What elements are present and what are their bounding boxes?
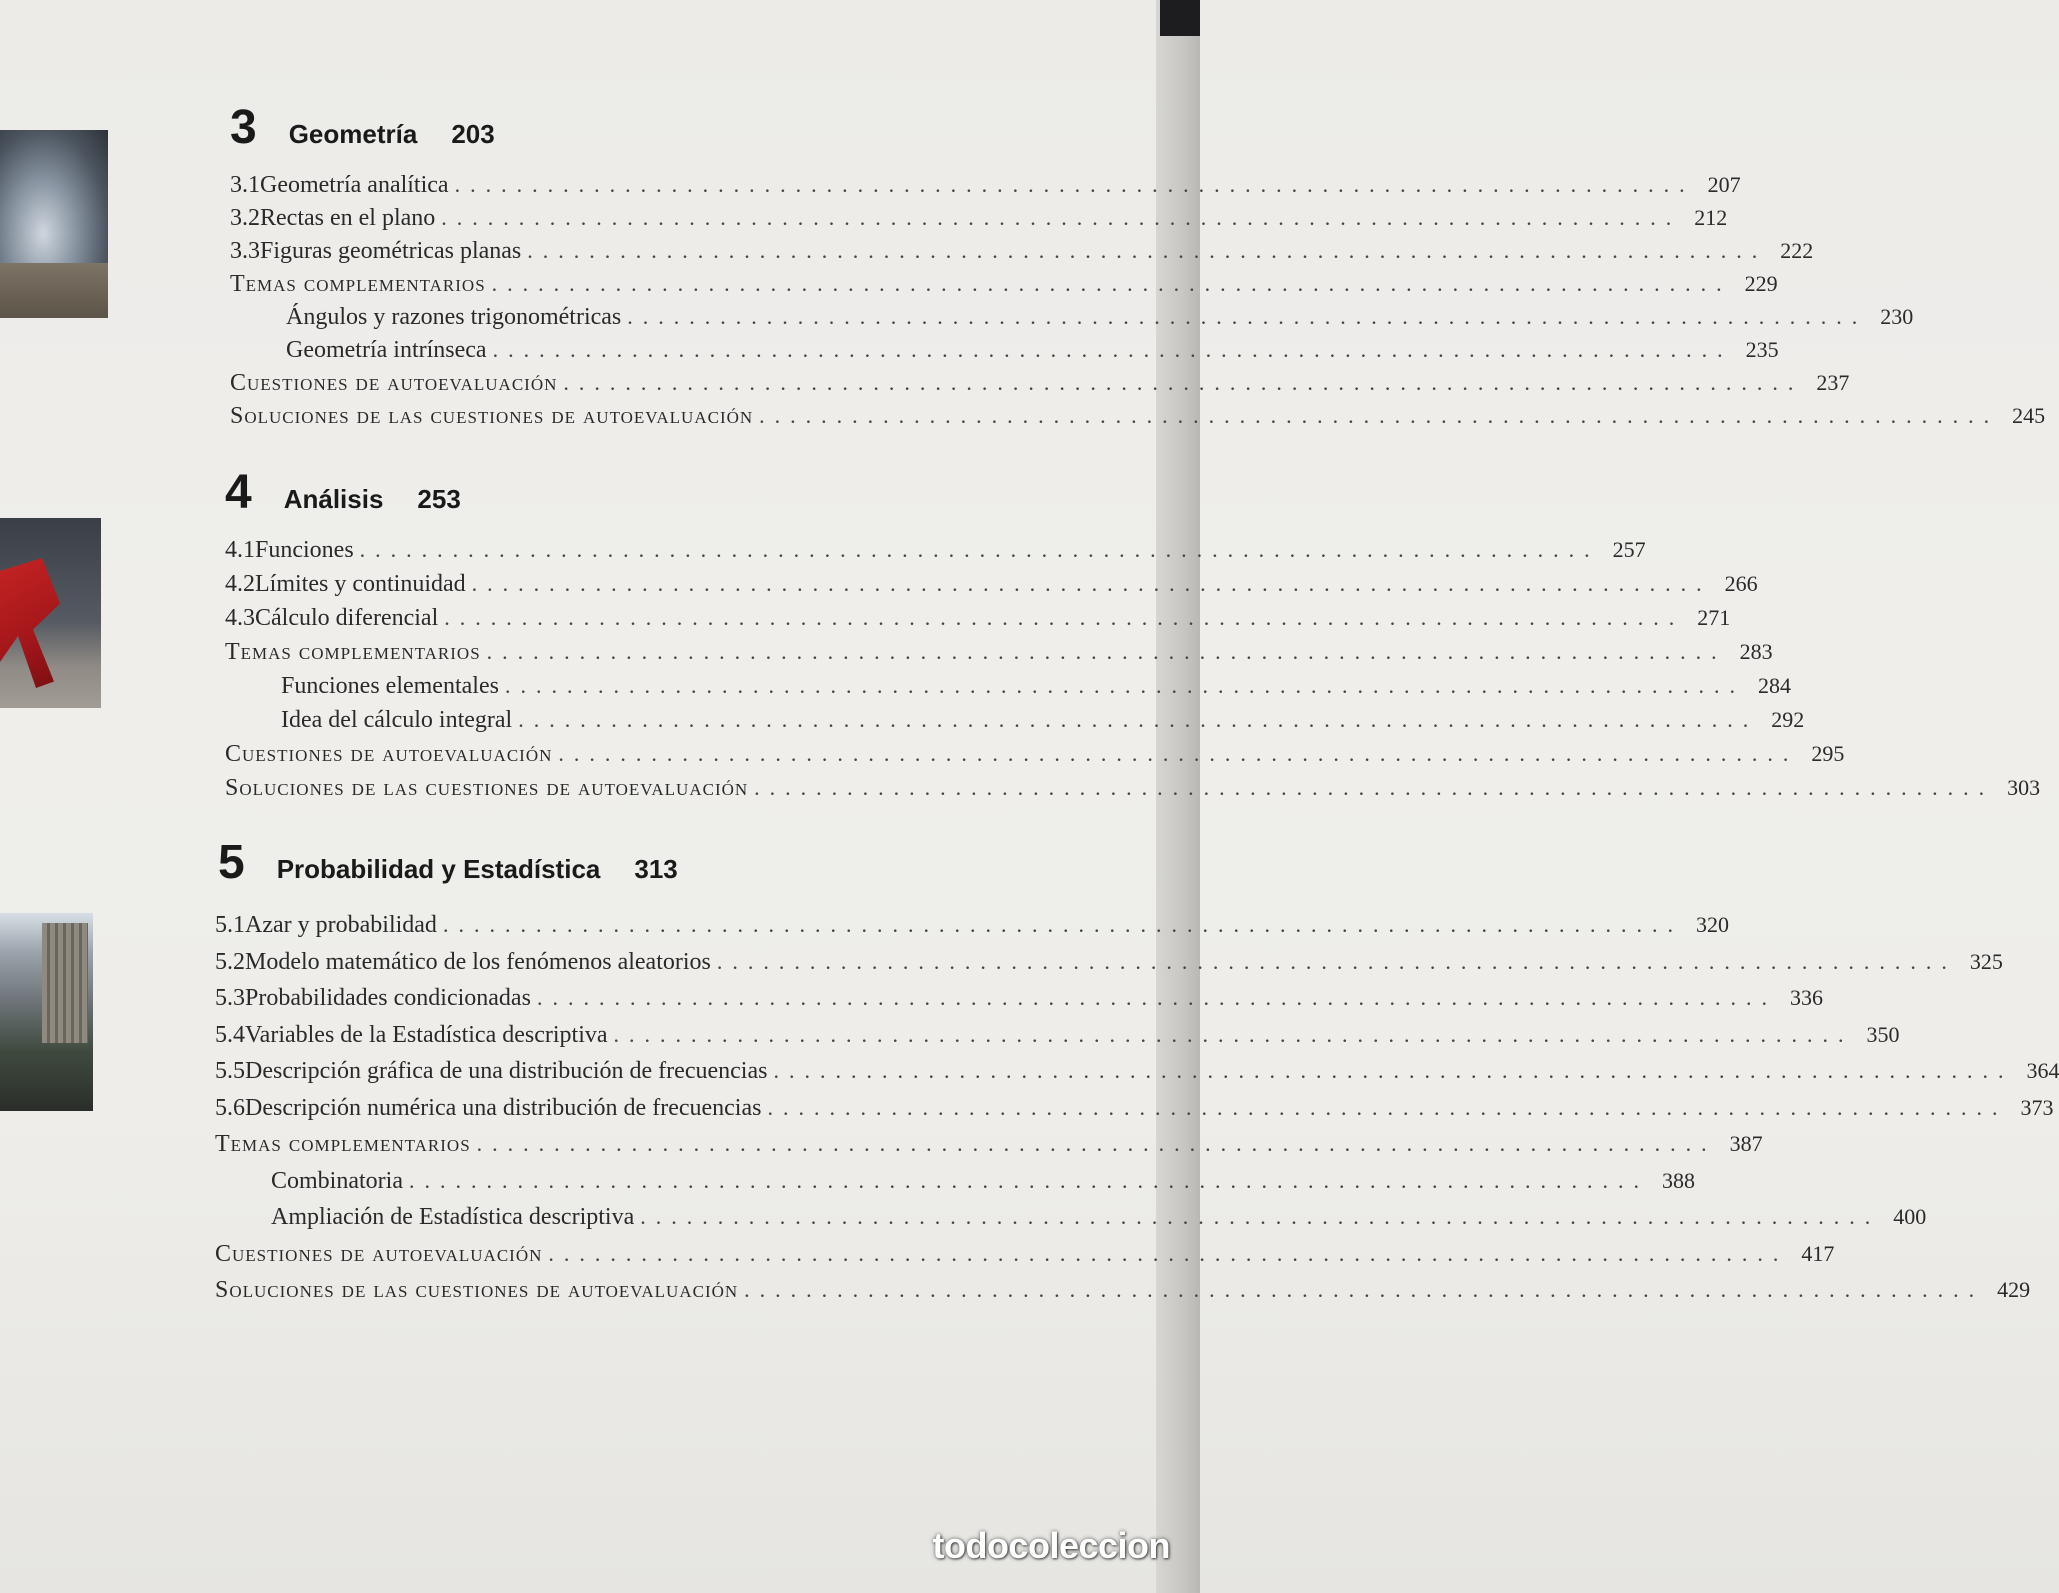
toc-entry-page: 230 xyxy=(1880,304,1914,329)
chapter-number: 3 xyxy=(230,101,257,154)
chapter-5-photo xyxy=(0,913,93,1111)
toc-entry-page: 350 xyxy=(1866,1021,1900,1047)
toc-entry-title: Funciones xyxy=(255,537,354,563)
toc-entry xyxy=(281,707,1805,734)
toc-entry-page: 387 xyxy=(1729,1131,1763,1156)
watermark-logo: todocoleccion xyxy=(932,1525,1170,1566)
dot-leader: ................................................................................ xyxy=(536,985,1777,1010)
toc-entry-title: Cálculo diferencial xyxy=(255,605,439,631)
toc-entry xyxy=(215,1240,1835,1268)
toc-entry xyxy=(225,639,1773,666)
dot-leader: ................................................................................ xyxy=(613,1021,1854,1047)
dot-leader: ................................................................................ xyxy=(454,172,1695,197)
toc-entry-title: Temas complementarios xyxy=(215,1131,471,1157)
dot-leader: ................................................................................ xyxy=(442,912,1683,937)
toc-entry-title: Combinatoria xyxy=(271,1167,403,1194)
dot-leader: ................................................................................ xyxy=(491,271,1732,296)
dot-leader: ................................................................................ xyxy=(518,707,1759,732)
toc-entry-page: 325 xyxy=(1969,948,2003,974)
dot-leader: ................................................................................ xyxy=(548,1240,1789,1266)
dot-leader: ................................................................................ xyxy=(527,238,1768,263)
toc-entry-title: Funciones elementales xyxy=(281,673,499,699)
toc-entry-page: 303 xyxy=(2007,775,2041,800)
toc-entry-title: Descripción numérica una distribución de frecuencias xyxy=(245,1094,762,1121)
toc-entry xyxy=(271,1167,1695,1195)
toc-entry xyxy=(230,370,1850,397)
dot-leader: ................................................................................ xyxy=(773,1058,2014,1083)
toc-entry xyxy=(286,304,1914,331)
toc-entry-number: 5.6 xyxy=(215,1094,245,1121)
dot-leader: ................................................................................ xyxy=(744,1277,1985,1302)
chapter-3-photo xyxy=(0,130,108,318)
toc-entry-title: Probabilidades condicionadas xyxy=(245,985,531,1011)
toc-entry-title: Geometría intrínseca xyxy=(286,337,487,363)
chapter-title: Análisis xyxy=(283,484,384,514)
chapter-heading xyxy=(218,835,678,890)
toc-entry-page: 292 xyxy=(1771,707,1805,732)
dot-leader: ................................................................................ xyxy=(759,403,2000,428)
toc-entry-number: 4.3 xyxy=(225,605,255,631)
toc-entry-page: 284 xyxy=(1757,673,1791,698)
chapter-page: 313 xyxy=(634,854,678,884)
toc-entry-number: 3.2 xyxy=(230,205,260,231)
toc-entry-page: 336 xyxy=(1789,985,1823,1010)
toc-entry-page: 229 xyxy=(1744,271,1778,296)
dot-leader: ................................................................................ xyxy=(492,337,1733,362)
chapter-title: Probabilidad y Estadística xyxy=(276,854,601,884)
toc-entry-number: 5.3 xyxy=(215,985,245,1011)
toc-entry xyxy=(230,238,1814,265)
dot-leader: ................................................................................ xyxy=(627,304,1868,329)
toc-entry-number: 3.3 xyxy=(230,238,260,264)
dot-leader: ................................................................................ xyxy=(471,571,1712,596)
toc-entry xyxy=(225,605,1731,632)
toc-entry-title: Modelo matemático de los fenómenos aleatorios xyxy=(245,948,711,975)
toc-entry xyxy=(225,741,1845,768)
toc-entry-title: Descripción gráfica de una distribución de frecuencias xyxy=(245,1058,768,1084)
toc-entry-title: Cuestiones de autoevaluación xyxy=(215,1240,543,1267)
dot-leader: ................................................................................ xyxy=(444,605,1685,630)
toc-entry-number: 5.5 xyxy=(215,1058,245,1084)
toc-entry-title: Figuras geométricas planas xyxy=(260,238,522,264)
toc-entry-number: 3.1 xyxy=(230,172,260,198)
toc-entry-number: 5.2 xyxy=(215,948,245,975)
toc-entry xyxy=(215,948,2003,976)
toc-entry xyxy=(271,1204,1927,1231)
toc-entry-title: Ampliación de Estadística descriptiva xyxy=(271,1204,635,1230)
toc-entry-title: Azar y probabilidad xyxy=(245,912,437,938)
toc-entry-title: Rectas en el plano xyxy=(260,205,436,231)
toc-entry-title: Límites y continuidad xyxy=(255,571,466,597)
toc-entry xyxy=(215,1094,2054,1122)
toc-entry-page: 245 xyxy=(2012,403,2046,428)
chapter-number: 4 xyxy=(225,466,252,519)
toc-entry-page: 222 xyxy=(1780,238,1814,263)
toc-entry xyxy=(281,673,1791,700)
toc-entry-page: 212 xyxy=(1694,205,1728,230)
toc-entry xyxy=(215,1021,1900,1049)
toc-entry-title: Temas complementarios xyxy=(225,639,481,665)
toc-entry-page: 373 xyxy=(2020,1094,2054,1120)
toc-entry xyxy=(215,1131,1763,1158)
toc-entry-page: 207 xyxy=(1707,172,1741,197)
dot-leader: ................................................................................ xyxy=(486,639,1727,664)
chapter-page: 253 xyxy=(417,484,461,514)
dot-leader: ................................................................................ xyxy=(476,1131,1717,1156)
toc-entry-title: Idea del cálculo integral xyxy=(281,707,513,733)
chapter-number: 5 xyxy=(218,836,245,889)
toc-entry-page: 429 xyxy=(1997,1277,2031,1302)
toc-entry xyxy=(230,403,2046,430)
toc-entry-title: Geometría analítica xyxy=(260,172,449,198)
chapter-title: Geometría xyxy=(288,119,418,149)
toc-entry-page: 266 xyxy=(1724,571,1758,596)
toc-entry-title: Variables de la Estadística descriptiva xyxy=(245,1021,608,1048)
dot-leader: ................................................................................ xyxy=(563,370,1804,395)
toc-entry xyxy=(225,571,1758,598)
toc-entry-page: 400 xyxy=(1893,1204,1927,1229)
toc-entry-number: 5.1 xyxy=(215,912,245,938)
toc-entry xyxy=(230,172,1741,199)
dot-leader: ................................................................................ xyxy=(716,948,1957,974)
toc-entry-title: Cuestiones de autoevaluación xyxy=(230,370,558,396)
dot-leader: ................................................................................ xyxy=(504,673,1745,698)
toc-entry-page: 295 xyxy=(1811,741,1845,766)
toc-entry-title: Soluciones de las cuestiones de autoevaluación xyxy=(230,403,754,429)
toc-entry xyxy=(215,1058,2059,1085)
toc-entry xyxy=(215,1277,2031,1304)
toc-entry-title: Cuestiones de autoevaluación xyxy=(225,741,553,767)
toc-entry xyxy=(225,537,1646,564)
chapter-page: 203 xyxy=(451,119,495,149)
toc-entry xyxy=(215,985,1823,1012)
dot-leader: ................................................................................ xyxy=(558,741,1799,766)
toc-entry-page: 271 xyxy=(1697,605,1731,630)
dot-leader: ................................................................................ xyxy=(767,1094,2008,1120)
toc-entry-page: 283 xyxy=(1739,639,1773,664)
toc-entry xyxy=(230,271,1778,298)
toc-entry-number: 4.2 xyxy=(225,571,255,597)
toc-entry-page: 417 xyxy=(1801,1240,1835,1266)
dot-leader: ................................................................................ xyxy=(441,205,1682,230)
toc-entry-page: 388 xyxy=(1661,1167,1695,1193)
toc-entry xyxy=(215,912,1729,939)
dot-leader: ................................................................................ xyxy=(640,1204,1881,1229)
toc-entry-page: 235 xyxy=(1745,337,1779,362)
toc-entry-title: Soluciones de las cuestiones de autoevaluación xyxy=(215,1277,739,1303)
toc-entry xyxy=(225,775,2041,802)
dot-leader: ................................................................................ xyxy=(408,1167,1649,1193)
chapter-4-photo xyxy=(0,518,101,708)
toc-entry-number: 5.4 xyxy=(215,1021,245,1048)
dot-leader: ................................................................................ xyxy=(754,775,1995,800)
toc-entry-title: Soluciones de las cuestiones de autoevaluación xyxy=(225,775,749,801)
toc-entry-title: Temas complementarios xyxy=(230,271,486,297)
chapter-heading xyxy=(230,100,495,155)
toc-entry-page: 320 xyxy=(1695,912,1729,937)
toc-entry-page: 257 xyxy=(1612,537,1646,562)
background-corner xyxy=(1160,0,1200,36)
toc-entry-page: 364 xyxy=(2026,1058,2059,1083)
dot-leader: ................................................................................ xyxy=(359,537,1600,562)
chapter-heading xyxy=(225,465,461,520)
toc-entry xyxy=(230,205,1728,232)
toc-entry-page: 237 xyxy=(1816,370,1850,395)
toc-entry-number: 4.1 xyxy=(225,537,255,563)
toc-entry-title: Ángulos y razones trigonométricas xyxy=(286,304,622,330)
toc-entry xyxy=(286,337,1779,364)
